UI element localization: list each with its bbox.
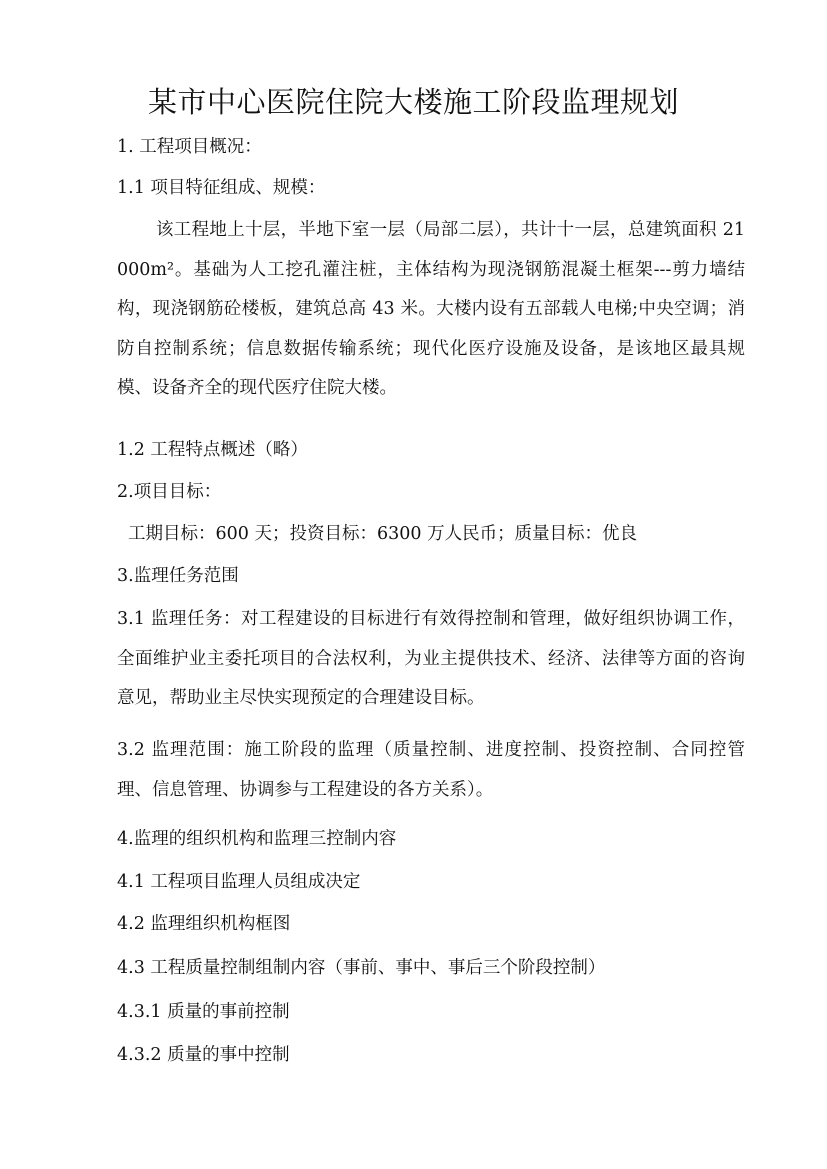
document-title: 某市中心医院住院大楼施工阶段监理规划 bbox=[147, 85, 679, 119]
paragraph-supervision-range: 3.2 监理范围：施工阶段的监理（质量控制、进度控制、投资控制、合同控管理、信息管理、协调参与工程建设的各方关系）。 bbox=[117, 740, 745, 800]
project-goals-text: 工期目标：600 天；投资目标：6300 万人民币；质量目标：优良 bbox=[128, 524, 638, 544]
heading-supervision-scope: 3.监理任务范围 bbox=[117, 566, 239, 586]
heading-in-process-quality-control: 4.3.2 质量的事中控制 bbox=[117, 1045, 290, 1065]
heading-project-goals: 2.项目目标： bbox=[117, 482, 222, 502]
paragraph-project-description: 该工程地上十层，半地下室一层（局部二层），共计十一层，总建筑面积 21000m²。基础为人工挖孔灌注桩，主体结构为现浇钢筋混凝土框架---剪力墙结构，现浇钢筋砼楼板，建筑总高 43 米。大楼内设有五部载人电梯;中央空调；消防自控制系统；信息数据传输系统；现代化医疗设施及设备，是该地区最具规模、设备齐全的现代医疗住院大楼。 bbox=[117, 220, 745, 398]
heading-staff-composition: 4.1 工程项目监理人员组成决定 bbox=[117, 872, 361, 892]
heading-quality-control: 4.3 工程质量控制组制内容（事前、事中、事后三个阶段控制） bbox=[117, 958, 606, 978]
heading-project-overview: 1. 工程项目概况： bbox=[117, 137, 262, 157]
heading-supervision-organization: 4.监理的组织机构和监理三控制内容 bbox=[117, 829, 397, 849]
heading-organization-chart: 4.2 监理组织机构框图 bbox=[117, 914, 291, 934]
heading-project-features: 1.1 项目特征组成、规模： bbox=[117, 178, 326, 198]
paragraph-supervision-tasks: 3.1 监理任务：对工程建设的目标进行有效得控制和管理，做好组织协调工作，全面维护业主委托项目的合法权利，为业主提供技术、经济、法律等方面的咨询意见，帮助业主尽快实现预定的合理建设目标。 bbox=[117, 609, 745, 708]
heading-pre-quality-control: 4.3.1 质量的事前控制 bbox=[117, 1002, 290, 1022]
heading-project-characteristics: 1.2 工程特点概述（略） bbox=[117, 440, 308, 460]
